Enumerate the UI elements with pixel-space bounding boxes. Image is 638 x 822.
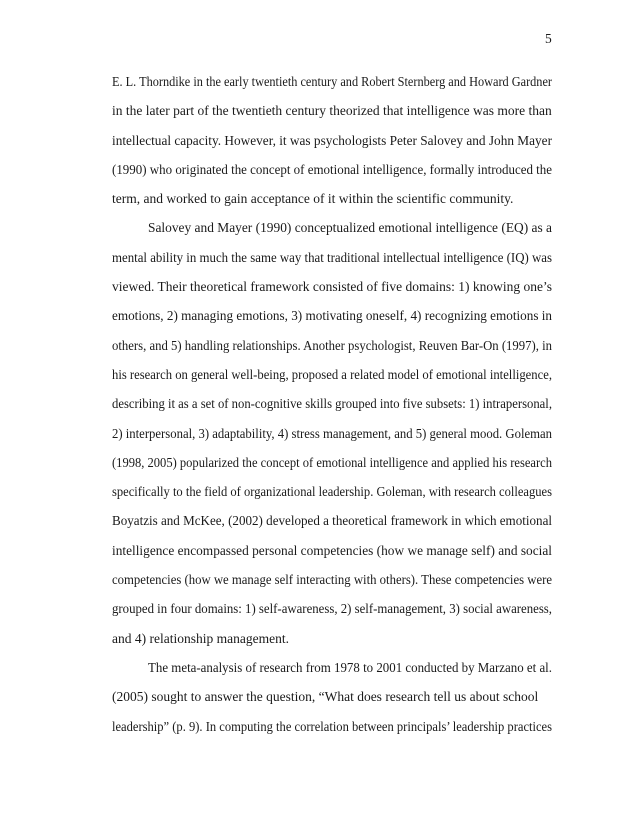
- text-line: The meta-analysis of research from 1978 to 2001 conducted by Marzano et al.: [148, 659, 552, 675]
- text-line: competencies (how we manage self interacting with others). These competencies were: [112, 572, 552, 588]
- text-line: 2) interpersonal, 3) adaptability, 4) stress management, and 5) general mood. Goleman: [112, 425, 552, 441]
- text-line: Salovey and Mayer (1990) conceptualized emotional intelligence (EQ) as a: [148, 220, 552, 236]
- text-line: his research on general well-being, proposed a related model of emotional intelligence,: [112, 366, 552, 382]
- text-line: (1998, 2005) popularized the concept of emotional intelligence and applied his research: [112, 454, 552, 470]
- text-line: intellectual capacity. However, it was psychologists Peter Salovey and John Mayer: [112, 132, 552, 148]
- text-line: (2005) sought to answer the question, “What does research tell us about school: [112, 689, 539, 705]
- text-line: viewed. Their theoretical framework consisted of five domains: 1) knowing one’s: [112, 279, 552, 295]
- text-line: specifically to the field of organizational leadership. Goleman, with research colleagues: [112, 484, 552, 500]
- text-line: leadership” (p. 9). In computing the correlation between principals’ leadership practices: [112, 718, 552, 734]
- text-line: (1990) who originated the concept of emotional intelligence, formally introduced the: [112, 161, 552, 177]
- text-line: term, and worked to gain acceptance of it within the scientific community.: [112, 191, 514, 207]
- text-line: describing it as a set of non-cognitive skills grouped into five subsets: 1) intrapersonal,: [112, 396, 552, 412]
- text-line: others, and 5) handling relationships. Another psychologist, Reuven Bar-On (1997), in: [112, 337, 552, 353]
- text-line: grouped in four domains: 1) self-awareness, 2) self-management, 3) social awareness,: [112, 601, 552, 617]
- text-line: and 4) relationship management.: [112, 630, 289, 646]
- text-line: in the later part of the twentieth century theorized that intelligence was more than: [112, 103, 552, 119]
- text-line: Boyatzis and McKee, (2002) developed a theoretical framework in which emotional: [112, 513, 552, 529]
- body-text: [112, 72, 552, 746]
- text-line: intelligence encompassed personal competencies (how we manage self) and social: [112, 542, 552, 558]
- text-line: E. L. Thorndike in the early twentieth century and Robert Sternberg and Howard Gardner: [112, 74, 552, 89]
- page-number: 5: [545, 31, 552, 46]
- text-line: emotions, 2) managing emotions, 3) motivating oneself, 4) recognizing emotions in: [112, 308, 552, 324]
- text-line: mental ability in much the same way that traditional intellectual intelligence (IQ) was: [112, 249, 552, 265]
